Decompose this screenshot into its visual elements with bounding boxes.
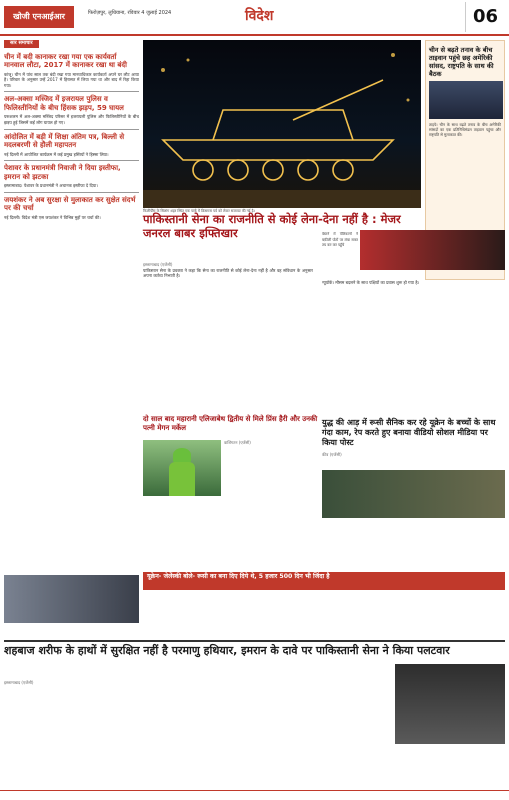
story-headline: पेशावर के प्रधानमंत्री निवाजी ने दिया इस्तीफा, इमरान को झटका bbox=[4, 164, 121, 181]
bottom-story-column bbox=[4, 680, 389, 785]
newspaper-logo: खोजी एनआईआर bbox=[4, 6, 74, 28]
video-story-headline: युद्ध की आड़ में रूसी सैनिक कर रहे यूक्रेन के बच्चों के साथ गंदा काम, रेप करते हुए बनाया वीडियो सोशल मीडिया पर किया पोस्ट bbox=[322, 418, 496, 447]
queen-story-column bbox=[224, 440, 318, 568]
story-headline: जयशंकर ने अब सुरक्षा से मुलाकात कर सुक्षेत संदर्भ पर की चर्चा bbox=[4, 195, 136, 213]
sidebar-photo bbox=[429, 81, 503, 119]
hat-shape bbox=[173, 448, 191, 462]
soldier-photo bbox=[360, 230, 505, 270]
divider bbox=[4, 192, 139, 193]
right-story-body: न्यूयॉर्क। मौसम बदलने के साथ पक्षियों का प्रवास शुरू हो गया है। bbox=[322, 280, 420, 285]
divider bbox=[4, 160, 139, 161]
imran-khan-photo bbox=[395, 664, 505, 744]
sidebar-headline: चीन से बढ़ते तनाव के बीच ताइवान पहुंचे छह अमेरिकी सांसद, राष्ट्रपति के साथ की बैठक bbox=[429, 46, 494, 78]
bottom-headline: शहबाज शरीफ के हाथों में सुरक्षित नहीं है परमाणु हथियार, इमरान के दावे पर पाकिस्तानी सेना ने किया पलटवार bbox=[4, 640, 505, 658]
divider bbox=[4, 129, 139, 130]
main-story-body: पाकिस्तान सेना के प्रवक्ता ने कहा कि सेना का राजनीति से कोई लेना-देना नहीं है और वह संविधान के अनुसार अपना कर्तव्य निभाती है। bbox=[143, 267, 313, 279]
queen-story-headline: दो साल बाद महारानी एलिजाबेथ द्वितीय से मिले प्रिंस हैरी और उनकी पत्नी मेगन मर्केल bbox=[143, 415, 318, 432]
hero-photo-tank-lights bbox=[143, 40, 421, 208]
byline: वाशिंगटन (एजेंसी) bbox=[224, 440, 251, 445]
ukraine-photo bbox=[322, 470, 505, 518]
meeting-photo bbox=[4, 575, 139, 623]
story-body: यरूशलम में अल-अक्सा मस्जिद परिसर में इजरायली पुलिस और फिलिस्तीनियों के बीच झड़प हुई जिसमें कई लोग घायल हो गए। bbox=[4, 114, 139, 125]
byline: इस्लामाबाद (एजेंसी) bbox=[4, 680, 34, 685]
byline: इस्लामाबाद (एजेंसी) bbox=[143, 262, 173, 267]
story-body: नई दिल्ली में आयोजित कार्यक्रम में कई प्रमुख हस्तियों ने हिस्सा लिया। bbox=[4, 151, 109, 157]
main-headline: पाकिस्तानी सेना का राजनीति से कोई लेना-देना नहीं है : मेजर जनरल बाबर इफ्तिखार bbox=[143, 212, 401, 240]
right-story-column bbox=[322, 280, 505, 410]
divider bbox=[4, 91, 139, 92]
masthead bbox=[0, 0, 509, 36]
story-headline: आंदोलित में बड़ी में शिक्षा अंतिम पत्र, बिल्ली से मदलबरणी से हौली महापतन bbox=[4, 132, 125, 150]
coat-shape bbox=[169, 462, 195, 496]
page-number: 06 bbox=[465, 2, 505, 32]
story-headline: अल-अक्सा मस्जिद में इजरायल पुलिस व फिलिस्तीनियों के बीच हिंसक झड़प, 59 घायल bbox=[4, 95, 124, 112]
queen-photo bbox=[143, 440, 221, 496]
section-tag: सार समाचार bbox=[4, 40, 39, 48]
story-body: इस्लामाबाद। पेशावर के प्रधानमंत्री ने अचानक इस्तीफा दे दिया। bbox=[4, 183, 98, 189]
dateline: फिरोज़पुर, लुधियाना, रविवार 4 जुलाई 2024 bbox=[88, 10, 172, 16]
video-story-byline: कीव (एजेंसी) bbox=[322, 452, 342, 457]
photo-caption: वेस्टर्न में पेलिकानों ने बफ़ीली पोटों पर लंबा सफर तय कर कर पहुँचे bbox=[322, 232, 358, 248]
main-story-column bbox=[143, 262, 313, 410]
light-sculpture-illustration bbox=[143, 40, 421, 208]
sidebar-body: ताइपे। चीन के साथ बढ़ते तनाव के बीच अमेरिकी सांसदों का एक प्रतिनिधिमंडल ताइवान पहुंचा और राष्ट्रपति से मुलाकात की। bbox=[429, 122, 501, 137]
hero-caption: फिलीपींस के सिलांग शहर स्थित एक पार्क में क्रिसमस पर्व को लेकर सजावट की गई है। bbox=[143, 209, 255, 213]
footer-rule bbox=[0, 790, 509, 800]
story-body: कांजू। चीन में पांच साल तक बंदी रखा गया मानवाधिकार कार्यकर्ता अपने घर लौट आया है। परिवार के अनुसार उन्हें 2017 में हिरासत में लिया गया था और बाद में रिहा किया गया। bbox=[4, 71, 139, 88]
story-body: नई दिल्ली। विदेश मंत्री एस जयशंकर ने विभिन्न मुद्दों पर चर्चा की। bbox=[4, 214, 101, 220]
section-title: विदेश bbox=[245, 8, 274, 24]
ukraine-banner-headline: यूक्रेन- जेलेंस्की बोले- रूसी का बना दिए दिये थे, 5 हजार 500 दिन भी जिंदा है bbox=[143, 572, 505, 590]
story-headline: चीन में बदी कानाकर रखा गया एक कार्यवर्ता मानवाल लौटा, 2017 में कानाकर रखा था बंदी bbox=[4, 52, 127, 70]
